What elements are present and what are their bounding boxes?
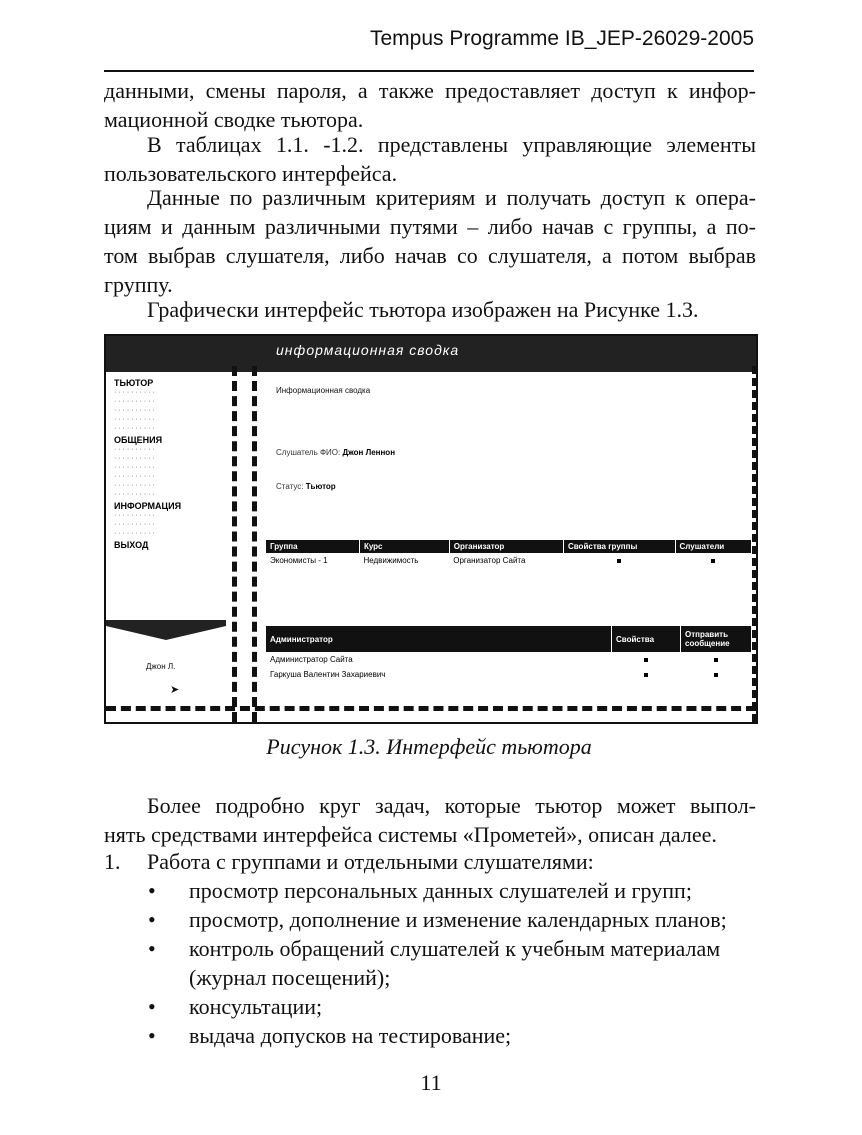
paragraph-line: том выбрав слушателя, либо начав со слушателя, а потом выбрав (104, 243, 756, 268)
column-header-group: Группа (266, 540, 359, 553)
role-label: Статус: (276, 482, 304, 491)
cell-students-link[interactable] (675, 553, 752, 568)
cell-properties-link[interactable] (612, 652, 681, 667)
sidebar-subitems: · · · · · · · · · · · · · · · · · · · · · · · · · · · · · · · · · · · · · · · · · · · · · · · · · · · · · · · · · · · · (114, 446, 155, 498)
fio-value: Джон Леннон (342, 448, 396, 457)
paragraph-line: Графически интерфейс тьютора изображен на Рисунке 1.3. (147, 297, 699, 322)
list-item-continuation (104, 963, 756, 992)
sidebar-section-exit[interactable]: ВЫХОД (114, 540, 149, 550)
column-header-properties: Свойства (612, 626, 681, 652)
sidebar-subitems: · · · · · · · · · · · · · · · · · · · · · · · · · · · · · · · · · · · · · · · · · · · · · · · · · · (114, 389, 155, 432)
paragraph-line: данными, смены пароля, а также предоставляет доступ к инфор- (104, 78, 756, 103)
bullet-icon (714, 658, 718, 662)
sidebar-subitems: · · · · · · · · · · · · · · · · · · · · · · · · · · · · · · (114, 512, 155, 537)
info-summary-title: Информационная сводка (276, 386, 371, 395)
table-row (266, 553, 752, 568)
column-header-organizer: Организатор (449, 540, 563, 553)
list-item (104, 992, 756, 1021)
column-header-group-properties: Свойства группы (563, 540, 675, 553)
cell-group[interactable]: Экономисты - 1 (270, 556, 328, 565)
cell-message-link[interactable] (681, 667, 752, 682)
bullet-icon: • (148, 936, 156, 961)
bullet-icon (711, 559, 715, 563)
column-header-course: Курс (359, 540, 449, 553)
table-row (266, 667, 752, 682)
paragraph-line: мационной сводке тьютора. (104, 107, 364, 132)
paragraph-line: циям и данным различными путями – либо начав с группы, а по- (104, 214, 756, 239)
paragraph-line: В таблицах 1.1. -1.2. представлены управляющие элементы (147, 132, 756, 157)
sidebar-section-information[interactable]: ИНФОРМАЦИЯ (114, 501, 182, 511)
sidebar-section-tutor[interactable]: ТЬЮТОР (114, 378, 154, 388)
dashed-divider-right (752, 366, 756, 722)
cell-properties-link[interactable] (612, 667, 681, 682)
bullet-icon: • (148, 907, 156, 932)
paragraph-line: Данные по различным критериям и получать доступ к опера- (147, 185, 756, 210)
sidebar-user-name: Джон Л. (146, 662, 176, 671)
bullet-icon (617, 559, 621, 563)
paragraph-2 (104, 130, 756, 188)
groups-table (266, 540, 752, 568)
list-item-text: выдача допусков на тестирование; (189, 1023, 512, 1048)
list-item-text: просмотр, дополнение и изменение календарных планов; (189, 907, 727, 932)
bullet-icon: • (148, 994, 156, 1019)
paragraph-line: пользовательского интерфейса. (104, 161, 398, 186)
role-row (276, 482, 336, 491)
column-header-administrator: Администратор (266, 626, 612, 652)
column-header-send-message: Отправить сообщение (681, 626, 752, 652)
cell-properties-link[interactable] (563, 553, 675, 568)
list-item (104, 1021, 756, 1050)
banner-title: информационная сводка (276, 342, 460, 358)
cell-admin-name: Гаркуша Валентин Захариевич (270, 670, 386, 679)
administrators-table (266, 626, 752, 682)
list-item-text: просмотр персональных данных слушателей и групп; (189, 878, 692, 903)
bullet-icon (644, 673, 648, 677)
bullet-icon (644, 658, 648, 662)
paragraph-line: Более подробно круг задач, которые тьютор может выпол- (147, 793, 756, 818)
bullet-icon: • (148, 878, 156, 903)
paragraph-5 (104, 791, 756, 849)
list-item-text: консультации; (189, 994, 323, 1019)
list-number: 1. (104, 849, 121, 874)
dashed-divider-left (232, 366, 237, 722)
list-item-text: контроль обращений слушателей к учебным материалам (189, 936, 721, 961)
sidebar-section-communication[interactable]: ОБЩЕНИЯ (114, 435, 163, 445)
role-value: Тьютор (305, 482, 336, 491)
list-item-text: (журнал посещений); (189, 965, 391, 990)
dashed-divider-bottom (106, 706, 756, 711)
bullet-icon: • (148, 1023, 156, 1048)
table-row (266, 652, 752, 667)
paragraph-line: группу. (104, 272, 173, 297)
column-header-students: Слушатели (675, 540, 752, 553)
cell-organizer: Организатор Сайта (453, 556, 526, 565)
tutor-interface-figure (104, 334, 758, 724)
list-item (104, 876, 756, 905)
dashed-divider-inner (252, 366, 257, 722)
list-item (104, 905, 756, 934)
fio-label: Слушатель ФИО: (276, 448, 341, 457)
paragraph-4 (104, 295, 756, 324)
cell-message-link[interactable] (681, 652, 752, 667)
bullet-icon (714, 673, 718, 677)
cursor-icon: ➤ (170, 684, 180, 696)
page-number: 11 (420, 1070, 442, 1095)
paragraph-1 (104, 76, 756, 134)
cell-course: Недвижимость (363, 556, 419, 565)
cell-admin-name: Администратор Сайта (270, 655, 353, 664)
bullet-list (104, 876, 756, 1050)
fio-row (276, 448, 395, 457)
list-title: Работа с группами и отдельными слушателями: (147, 849, 594, 874)
figure-top-banner (106, 336, 756, 372)
figure-caption: Рисунок 1.3. Интерфейс тьютора (266, 734, 592, 759)
sidebar-menu (114, 376, 224, 550)
paragraph-3 (104, 183, 756, 299)
paragraph-line: нять средствами интерфейса системы «Прометей», описан далее. (104, 822, 717, 847)
running-header: Tempus Programme IB_JEP-26029-2005 (369, 27, 754, 50)
header-rule (104, 70, 754, 72)
list-item (104, 934, 756, 963)
